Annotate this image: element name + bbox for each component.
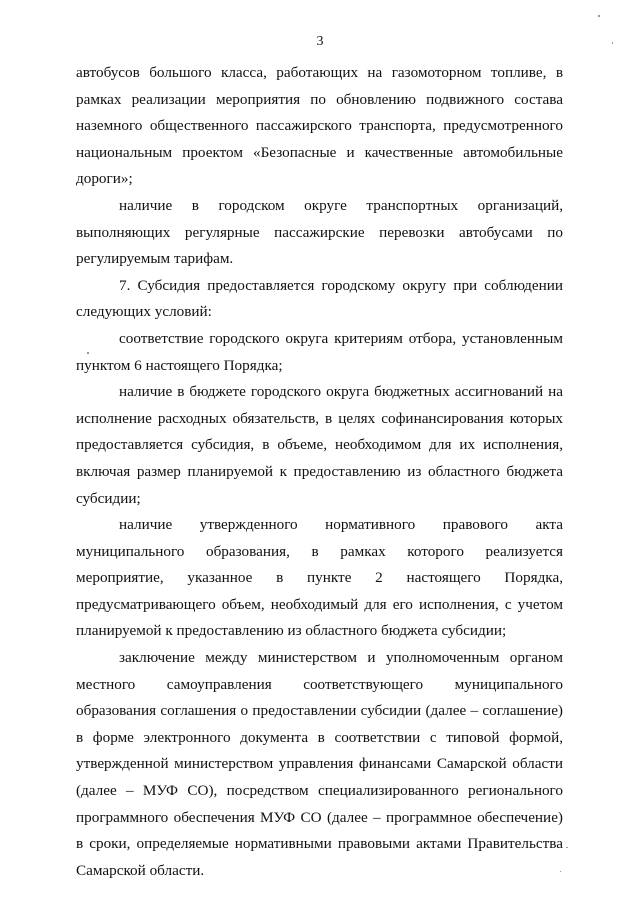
paragraph-7: заключение между министерством и уполномоченным органом местного самоуправления соответствующего муниципального образования соглашения о предоставлении субсидии (далее – соглашение) в форме электронного документа в соответствии с типовой формой, утвержденной министерством управления финансами Самарской области (далее – МУФ СО), посредством специализированного регионального программного обеспечения МУФ СО (далее – программное обеспечение) в сроки, определяемые нормативными правовыми актами Правительства Самарской области. [76,649,563,879]
paragraph-4: соответствие городского округа критериям отбора, установленным пунктом 6 настоящего Порядка; [76,329,563,374]
page-number: 3 [316,34,324,49]
scan-speck [87,352,89,354]
paragraph-1: автобусов большого класса, работающих на газомоторном топливе, в рамках реализации мероприятия по обновлению подвижного состава наземного общественного пассажирского транспорта, предусмотренного национальным проектом «Безопасные и качественные автомобильные дороги»; [76,64,563,188]
paragraph-5: наличие в бюджете городского округа бюджетных ассигнований на исполнение расходных обязательств, в целях софинансирования которых предоставляется субсидия, в объеме, необходимом для их исполнения, включая размер планируемой к предоставлению из областного бюджета субсидии; [76,383,563,507]
document-body [76,60,563,884]
scan-speck [612,42,613,44]
paragraph-3: 7. Субсидия предоставляется городскому округу при соблюдении следующих условий: [76,276,563,321]
paragraph-2: наличие в городском округе транспортных организаций, выполняющих регулярные пассажирские перевозки автобусами по регулируемым тарифам. [76,196,563,268]
scan-speck [598,15,600,17]
paragraph-6: наличие утвержденного нормативного правового акта муниципального образования, в рамках которого реализуется мероприятие, указанное в пункте 2 настоящего Порядка, предусматривающего объем, необходимый для его исполнения, с учетом планируемой к предоставлению из областного бюджета субсидии; [76,516,563,640]
scan-speck [560,871,561,872]
scan-speck [566,847,568,848]
